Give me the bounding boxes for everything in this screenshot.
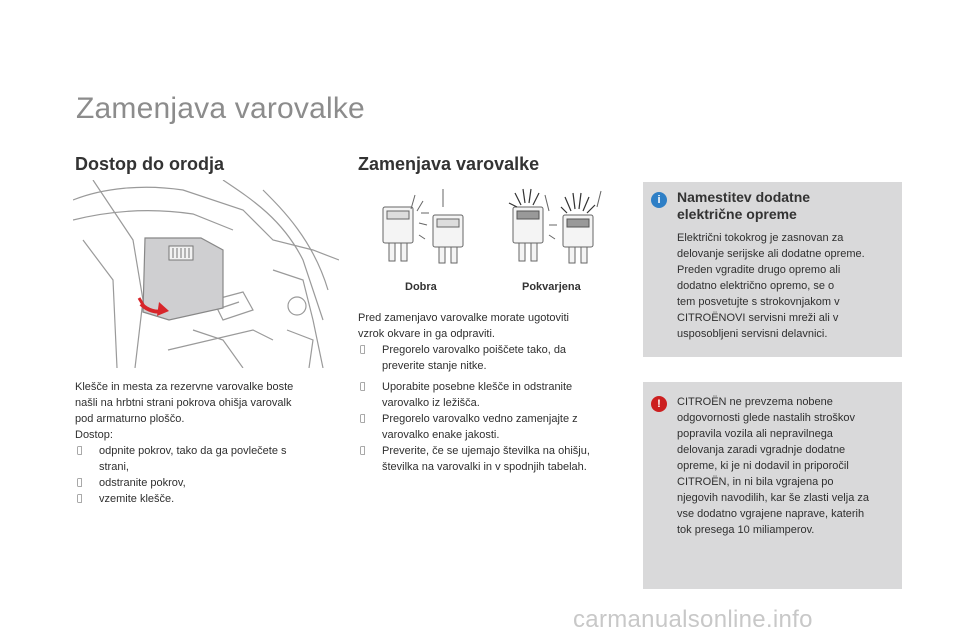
warning-box-line: vse dodatno vgrajene naprave, katerih — [677, 508, 865, 520]
info-box-title-line: Namestitev dodatne — [677, 189, 811, 205]
intro-line: našli na hrbtni strani pokrova ohišja varovalk — [75, 397, 292, 409]
warning-box-line: CITROËN ne prevzema nobene — [677, 396, 833, 408]
section-heading-tool-access: Dostop do orodja — [75, 154, 224, 174]
info-icon: i — [651, 192, 667, 208]
list-item — [358, 443, 628, 475]
list-item-text: strani, — [99, 461, 129, 473]
list-item-text: varovalko iz ležišča. — [382, 397, 480, 409]
warning-box-line: popravila vozila ali nepravilnega — [677, 428, 833, 440]
list-item — [358, 411, 628, 443]
list-item-text: Uporabite posebne klešče in odstranite — [382, 381, 573, 393]
intro-line: vzrok okvare in ga odpraviti. — [358, 328, 495, 340]
list-item-text: številka na varovalki in v spodnjih tabelah. — [382, 461, 587, 473]
bullet-marker-icon — [77, 443, 82, 459]
intro-line: Dostop: — [75, 429, 113, 441]
warning-box-line: njegovih navodilih, kar še zlasti velja za — [677, 492, 869, 504]
list-item-text: odstranite pokrov, — [99, 477, 186, 489]
info-box-additional-equipment — [643, 182, 902, 357]
bullet-marker-icon — [360, 379, 365, 395]
warning-box-line: opreme, ki je ni dodavil in priporočil — [677, 460, 849, 472]
fuse-procedure-text-1 — [358, 310, 628, 374]
blown-fuse-illustration — [505, 185, 615, 275]
bullet-marker-icon — [360, 411, 365, 427]
bullet-marker-icon — [360, 443, 365, 459]
list-item-text: odpnite pokrov, tako da ga povlečete s — [99, 445, 287, 457]
warning-box-liability — [643, 382, 902, 589]
info-box-line: tem posvetujte s strokovnjakom v — [677, 296, 840, 308]
list-item — [75, 443, 335, 475]
list-item-text: varovalko enake jakosti. — [382, 429, 500, 441]
info-box-line: usposobljeni servisni delavnici. — [677, 328, 828, 340]
list-item-text: Preverite, če se ujemajo številka na ohišju, — [382, 445, 590, 457]
info-box-line: CITROËNOVI servisni mreži ali v — [677, 312, 839, 324]
intro-line: Klešče in mesta za rezervne varovalke boste — [75, 381, 294, 393]
list-item-text: vzemite klešče. — [99, 493, 175, 505]
intro-line: pod armaturno ploščo. — [75, 413, 185, 425]
list-item-text: preverite stanje nitke. — [382, 360, 487, 372]
info-box-text — [677, 230, 897, 342]
info-box-line: Preden vgradite drugo opremo ali — [677, 264, 841, 276]
warning-box-text — [677, 394, 897, 538]
warning-icon: ! — [651, 396, 667, 412]
tool-location-text — [75, 379, 335, 507]
intro-line: Pred zamenjavo varovalke morate ugotoviti — [358, 312, 569, 324]
list-item — [75, 475, 335, 491]
bullet-marker-icon — [77, 475, 82, 491]
fuse-label-good: Dobra — [405, 281, 437, 293]
info-box-title — [677, 189, 892, 223]
watermark: carmanualsonline.info — [573, 606, 813, 633]
list-item — [75, 491, 335, 507]
warning-box-line: odgovornosti glede nastalih stroškov — [677, 412, 855, 424]
page-title: Zamenjava varovalke — [76, 92, 365, 125]
info-box-title-line: električne opreme — [677, 206, 797, 222]
fuse-procedure-text-2 — [358, 379, 628, 475]
warning-box-line: delovanja zaradi vgradnje dodatne — [677, 444, 846, 456]
warning-box-line: tok presega 10 miliamperov. — [677, 524, 815, 536]
dashboard-fuse-cover-illustration — [73, 180, 339, 368]
good-fuse-illustration — [375, 185, 485, 275]
info-box-line: dodatno električno opremo, se o — [677, 280, 835, 292]
info-box-line: Električni tokokrog je zasnovan za — [677, 232, 844, 244]
section-heading-fuse-replacement: Zamenjava varovalke — [358, 154, 540, 174]
list-item — [358, 379, 628, 411]
list-item-text: Pregorelo varovalko poiščete tako, da — [382, 344, 567, 356]
fuse-label-blown: Pokvarjena — [522, 281, 581, 293]
list-item-text: Pregorelo varovalko vedno zamenjajte z — [382, 413, 578, 425]
list-item — [358, 342, 628, 374]
bullet-marker-icon — [360, 342, 365, 358]
bullet-marker-icon — [77, 491, 82, 507]
info-box-line: delovanje serijske ali dodatne opreme. — [677, 248, 865, 260]
warning-box-line: CITROËN, in ni bila vgrajena po — [677, 476, 834, 488]
